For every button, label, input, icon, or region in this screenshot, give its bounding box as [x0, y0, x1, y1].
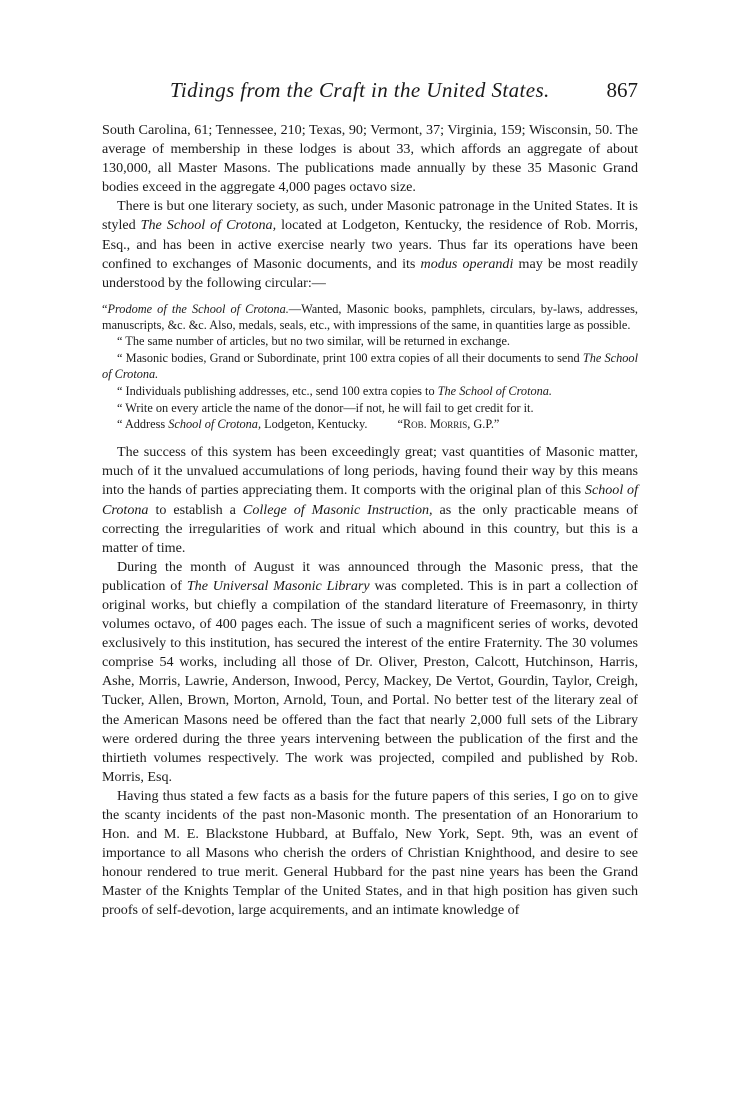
paragraph-literary-society: There is but one literary society, as such, under Masonic patronage in the United States. It is styled The School of Crotona, located at Lodgeton, Kentucky, the residence of Rob. Morris, Esq., and has been in active exercise nearly two years. Thus far its operations have been confined to exchanges of Masonic documents, and its modus operandi may be most readily understood by the following circular:—	[102, 198, 639, 291]
circular-quotation	[102, 302, 638, 433]
paragraph-success: The success of this system has been exceedingly great; vast quantities of Masonic matter, much of it the unvalued accumulations of long periods, having found their way by this means into the hands of parties appreciating them. It comports with the original plan of this School of Crotona to establish a College of Masonic Instruction, as the only practicable means of correcting the irregularities of work and ritual which abound in this country, but this is a matter of time.	[102, 444, 638, 556]
circular-line: “ Masonic bodies, Grand or Subordinate, print 100 extra copies of all their documents to send The School of Crotona.	[102, 351, 638, 382]
paragraph-membership-stats: South Carolina, 61; Tennessee, 210; Texas, 90; Vermont, 37; Virginia, 159; Wisconsin, 50. The average of membership in these lodges is about 33, which affords an aggregate of about 130,000, all Master Masons. The publications made annually by these 35 Masonic Grand bodies exceed in the aggregate 4,000 pages octavo size.	[102, 122, 638, 196]
italic-school-title: The School of Crotona,	[140, 217, 277, 234]
circular-line: “ Individuals publishing addresses, etc., send 100 extra copies to The School of Crotona.	[117, 383, 553, 398]
running-title: Tidings from the Craft in the United States.	[170, 78, 550, 102]
page-header	[100, 78, 640, 108]
italic-modus-operandi: modus operandi	[420, 255, 514, 272]
page-number: 867	[606, 78, 638, 102]
circular-signature: “Rob. Morris, G.P.”	[397, 417, 500, 432]
circular-line: “ Address School of Crotona, Lodgeton, Kentucky. “Rob. Morris, G.P.”	[117, 417, 500, 432]
body-text	[102, 121, 638, 921]
circular-line: “ The same number of articles, but no two similar, will be returned in exchange.	[117, 334, 511, 349]
paragraph-honorarium: Having thus stated a few facts as a basis for the future papers of this series, I go on to give the scanty incidents of the past non-Masonic month. The presentation of an Honorarium to Hon. and M. E. Blackstone Hubbard, at Buffalo, New York, Sept. 9th, was an event of importance to all Masons who cherish the orders of Christian Knighthood, and desire to see honour rendered to true merit. General Hubbard for the past nine years has been the Grand Master of the Knights Templar of the United States, and in that high position has given such proofs of self-devotion, large acquirements, and an intimate knowledge of	[102, 787, 638, 919]
circular-line: “Prodome of the School of Crotona.—Wanted, Masonic books, pamphlets, circulars, by-laws, addresses, manuscripts, &c. &c. Also, medals, seals, etc., with impressions of the same, in quantities large as possible.	[102, 301, 638, 332]
paragraph-universal-library: During the month of August it was announced through the Masonic press, that the publication of The Universal Masonic Library was completed. This is in part a collection of original works, but chiefly a compilation of the standard literature of Freemasonry, in thirty volumes octavo, of 400 pages each. The issue of such a magnificent series of works, devoted exclusively to this institution, has secured the interest of the entire Fraternity. The 30 volumes comprise 54 works, including all those of Dr. Oliver, Preston, Calcott, Hutchinson, Harris, Ashe, Morris, Lawrie, Anderson, Inwood, Percy, Mackey, De Vertot, Gourdin, Taylor, Creigh, Tucker, Allen, Brown, Morton, Arnold, Toun, and Portal. No better test of the literary zeal of the American Masons need be offered than the fact that nearly 2,000 full sets of the Library were ordered during the three years intervening between the publication of the first and the thirtieth volumes respectively. The work was projected, compiled and published by Rob. Morris, Esq.	[102, 558, 639, 785]
circular-line: “ Write on every article the name of the donor—if not, he will fail to get credit for it.	[117, 400, 534, 415]
